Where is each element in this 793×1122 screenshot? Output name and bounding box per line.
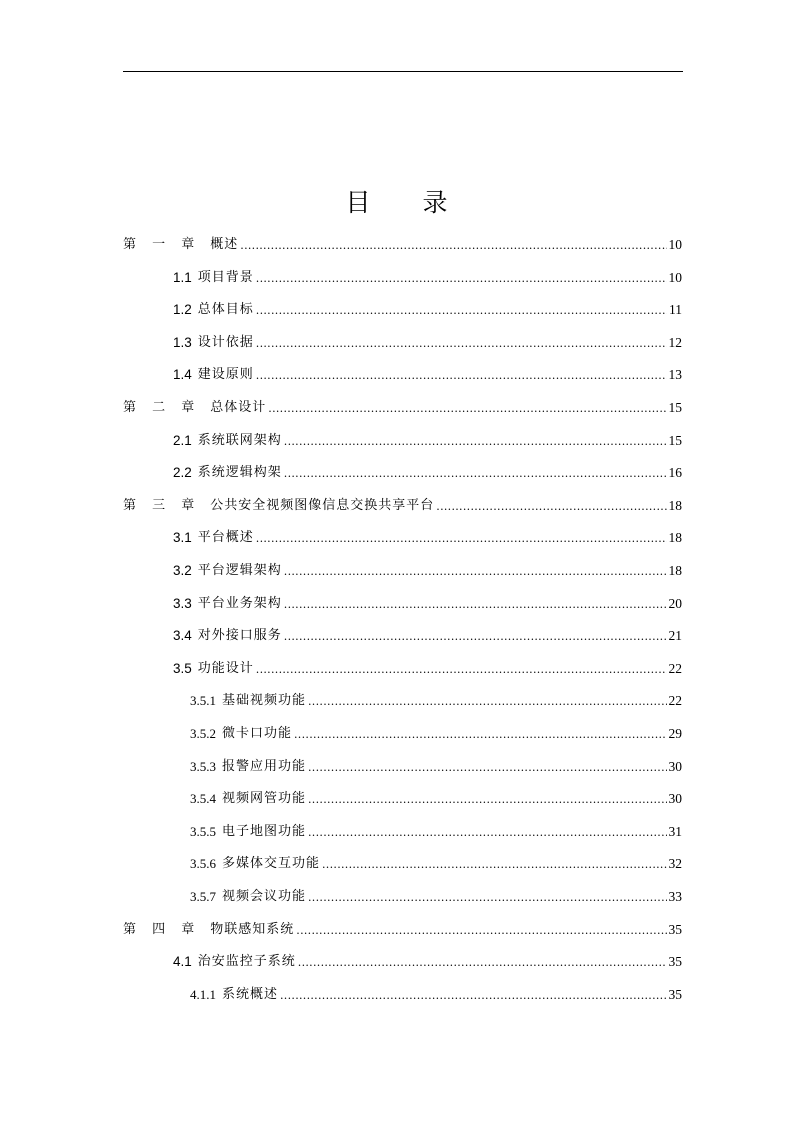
section-number: 3.5.3 xyxy=(190,758,216,774)
toc-entry[interactable] xyxy=(173,455,682,483)
toc-entry[interactable] xyxy=(173,292,682,320)
section-number: 1.4 xyxy=(173,367,192,383)
chapter-prefix: 第 四 章 xyxy=(123,921,201,937)
toc-entry[interactable] xyxy=(123,390,682,418)
section-number: 1.2 xyxy=(173,302,192,318)
entry-label: 平台业务架构 xyxy=(197,595,282,611)
page-number: 18 xyxy=(668,563,682,578)
section-number: 3.3 xyxy=(173,595,192,611)
entry-label: 视频会议功能 xyxy=(222,889,307,904)
section-number: 3.5.7 xyxy=(190,889,216,904)
dot-leader xyxy=(308,824,666,842)
section-number: 1.3 xyxy=(173,334,192,350)
entry-label: 对外接口服务 xyxy=(197,628,282,644)
toc-entry[interactable] xyxy=(190,749,682,777)
dot-leader xyxy=(284,628,667,646)
entry-label: 治安监控子系统 xyxy=(197,954,296,970)
section-number: 3.5.4 xyxy=(190,791,216,807)
section-number: 3.5.5 xyxy=(190,823,216,839)
section-number: 1.1 xyxy=(173,269,192,285)
page-number: 29 xyxy=(668,726,682,741)
dot-leader xyxy=(308,759,666,777)
toc-entry[interactable] xyxy=(123,227,682,255)
toc-entry[interactable] xyxy=(173,586,682,614)
dot-leader xyxy=(240,237,666,255)
page-number: 30 xyxy=(668,758,682,774)
entry-label: 项目背景 xyxy=(197,269,254,285)
section-number: 2.1 xyxy=(173,432,192,448)
toc-entry[interactable] xyxy=(173,325,682,353)
entry-label: 平台概述 xyxy=(197,530,254,546)
section-number: 3.5 xyxy=(173,660,192,676)
section-number: 3.2 xyxy=(173,563,192,578)
toc-entry[interactable] xyxy=(123,488,682,516)
dot-leader xyxy=(298,954,667,972)
toc-entry[interactable] xyxy=(190,716,682,744)
entry-label: 报警应用功能 xyxy=(222,758,307,774)
toc-entry[interactable] xyxy=(190,977,682,1005)
dot-leader xyxy=(256,270,667,288)
toc-entry[interactable] xyxy=(190,879,682,907)
dot-leader xyxy=(256,335,667,353)
section-number: 3.4 xyxy=(173,628,192,644)
dot-leader xyxy=(256,367,667,385)
entry-label: 视频网管功能 xyxy=(222,791,307,807)
page-number: 21 xyxy=(668,628,682,644)
page-number: 30 xyxy=(668,791,682,807)
page-number: 20 xyxy=(668,595,682,611)
dot-leader xyxy=(256,530,667,548)
dot-leader xyxy=(284,465,667,483)
page-number: 11 xyxy=(669,302,682,318)
page-title: 目 录 xyxy=(345,188,470,217)
page-number: 22 xyxy=(668,693,682,709)
page-number: 10 xyxy=(668,237,682,252)
entry-label: 系统联网架构 xyxy=(197,432,282,448)
page-number: 31 xyxy=(668,823,682,839)
toc-entry[interactable] xyxy=(190,781,682,809)
entry-label: 功能设计 xyxy=(197,660,254,676)
entry-label: 总体目标 xyxy=(197,302,254,318)
page-number: 16 xyxy=(668,465,682,481)
chapter-prefix: 第 二 章 xyxy=(123,400,201,415)
toc-entry[interactable] xyxy=(190,814,682,842)
dot-leader xyxy=(308,693,666,711)
page-number: 18 xyxy=(668,530,682,546)
dot-leader xyxy=(308,889,666,907)
section-number: 3.5.1 xyxy=(190,693,216,709)
chapter-prefix: 第 一 章 xyxy=(123,237,201,252)
page-number: 18 xyxy=(668,497,682,513)
page-number: 33 xyxy=(668,889,682,904)
entry-label: 物联感知系统 xyxy=(210,921,295,937)
page-number: 35 xyxy=(668,954,682,970)
toc-entry[interactable] xyxy=(190,846,682,874)
page-number: 35 xyxy=(668,986,682,1002)
section-number: 3.5.6 xyxy=(190,856,216,872)
toc-entry[interactable] xyxy=(173,651,682,679)
entry-label: 多媒体交互功能 xyxy=(222,856,321,872)
entry-label: 微卡口功能 xyxy=(222,726,293,741)
dot-leader xyxy=(436,498,666,516)
dot-leader xyxy=(280,987,666,1005)
toc-entry[interactable] xyxy=(123,912,682,940)
entry-label: 公共安全视频图像信息交换共享平台 xyxy=(210,497,435,513)
toc-entry[interactable] xyxy=(173,357,682,385)
entry-label: 概述 xyxy=(210,237,239,252)
toc-entry[interactable] xyxy=(173,520,682,548)
header-rule xyxy=(123,71,683,72)
dot-leader xyxy=(308,791,666,809)
page-number: 12 xyxy=(668,334,682,350)
toc-entry[interactable] xyxy=(173,944,682,972)
toc-entry[interactable] xyxy=(173,618,682,646)
page-number: 32 xyxy=(668,856,682,872)
entry-label: 电子地图功能 xyxy=(222,823,307,839)
section-number: 3.1 xyxy=(173,530,192,546)
section-number: 4.1.1 xyxy=(190,986,216,1002)
page-number: 15 xyxy=(668,432,682,448)
dot-leader xyxy=(284,563,667,581)
page-number: 15 xyxy=(668,400,682,415)
dot-leader xyxy=(256,302,667,320)
section-number: 4.1 xyxy=(173,954,192,970)
entry-label: 总体设计 xyxy=(210,400,267,415)
toc-entry[interactable] xyxy=(173,260,682,288)
toc-entry[interactable] xyxy=(190,683,682,711)
dot-leader xyxy=(294,726,666,744)
dot-leader xyxy=(284,596,667,614)
page-number: 10 xyxy=(668,269,682,285)
dot-leader xyxy=(256,661,667,679)
section-number: 3.5.2 xyxy=(190,726,216,741)
chapter-prefix: 第 三 章 xyxy=(123,497,201,513)
page-number: 13 xyxy=(668,367,682,383)
dot-leader xyxy=(322,856,666,874)
dot-leader xyxy=(268,400,666,418)
toc-entry[interactable] xyxy=(173,423,682,451)
entry-label: 系统逻辑构架 xyxy=(197,465,282,481)
page-number: 22 xyxy=(668,660,682,676)
toc-entry[interactable] xyxy=(173,553,682,581)
entry-label: 基础视频功能 xyxy=(222,693,307,709)
entry-label: 平台逻辑架构 xyxy=(197,563,282,578)
dot-leader xyxy=(284,433,667,451)
dot-leader xyxy=(296,922,666,940)
section-number: 2.2 xyxy=(173,465,192,481)
page-number: 35 xyxy=(668,921,682,937)
entry-label: 建设原则 xyxy=(197,367,254,383)
entry-label: 系统概述 xyxy=(222,986,279,1002)
entry-label: 设计依据 xyxy=(197,334,254,350)
